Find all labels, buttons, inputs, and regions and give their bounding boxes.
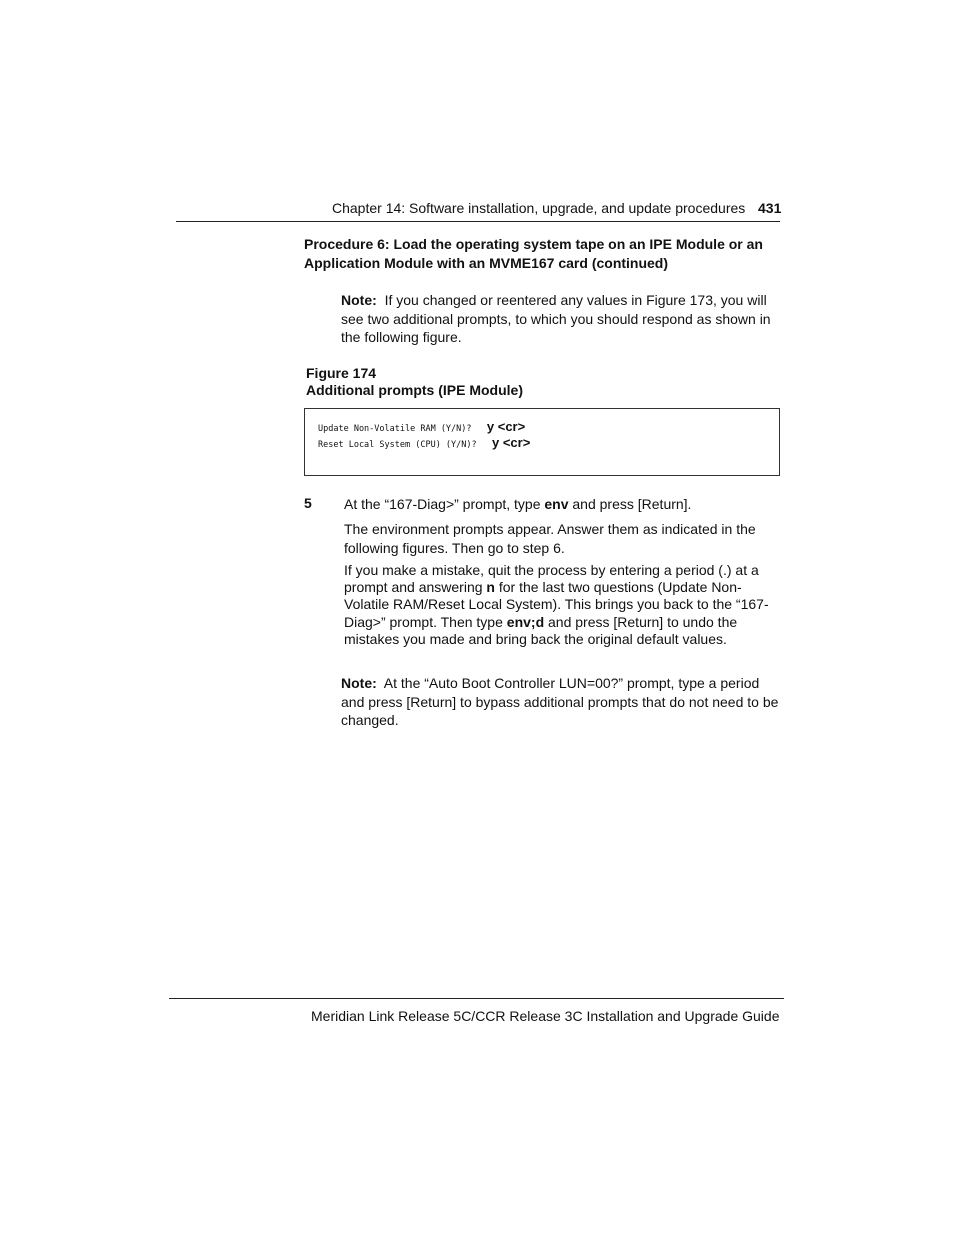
note-text: If you changed or reentered any values in Figure 173, you will see two additional prompts, to which you should respond as shown in the following figure. xyxy=(341,292,771,345)
header-rule xyxy=(176,221,780,222)
step-text-part: for the last two questions (Update Non-Volatile RAM/Reset Local System). This brings you back to the “167-Diag>” prompt. Then type xyxy=(344,579,769,630)
note-label: Note: xyxy=(341,292,377,308)
figure-caption: Additional prompts (IPE Module) xyxy=(306,382,523,398)
note-paragraph-2 xyxy=(341,674,786,730)
step-paragraph-2 xyxy=(344,562,784,648)
code-line xyxy=(318,419,525,434)
procedure-title: Procedure 6: Load the operating system tape on an IPE Module or an Application Module with an MVME167 card (continued) xyxy=(304,236,763,271)
step-text xyxy=(344,495,784,514)
step-text-part: If you make a mistake, quit the process by entering a period (.) at a prompt and answering xyxy=(344,562,759,596)
code-line xyxy=(318,435,530,450)
running-header: Chapter 14: Software installation, upgrade, and update procedures xyxy=(332,200,746,216)
running-footer: Meridian Link Release 5C/CCR Release 3C Installation and Upgrade Guide xyxy=(311,1008,780,1024)
command-text: env;d xyxy=(506,613,545,630)
note-paragraph-1 xyxy=(341,291,781,347)
page-number: 431 xyxy=(758,200,782,216)
note-text: At the “Auto Boot Controller LUN=00?” prompt, type a period and press [Return] to bypass additional prompts that do not need to be changed. xyxy=(341,675,779,728)
step-text-part: and press [Return] to undo the mistakes you made and bring back the original default values. xyxy=(344,613,738,647)
step-text-part: and press [Return]. xyxy=(568,496,692,512)
footer-rule xyxy=(169,998,784,999)
code-prompt: Update Non-Volatile RAM (Y/N)? xyxy=(318,424,472,434)
step-number: 5 xyxy=(304,495,312,511)
code-answer: y <cr> xyxy=(486,419,526,434)
command-text: env xyxy=(544,496,569,512)
step-text-part: At the “167-Diag>” prompt, type xyxy=(344,496,545,512)
code-answer: y <cr> xyxy=(492,435,531,450)
note-label: Note: xyxy=(341,675,377,691)
code-prompt: Reset Local System (CPU) (Y/N)? xyxy=(318,440,477,450)
answer-text: n xyxy=(486,579,495,596)
step-paragraph-1: The environment prompts appear. Answer them as indicated in the following figures. Then go to step 6. xyxy=(344,521,756,556)
figure-number: Figure 174 xyxy=(306,365,377,381)
